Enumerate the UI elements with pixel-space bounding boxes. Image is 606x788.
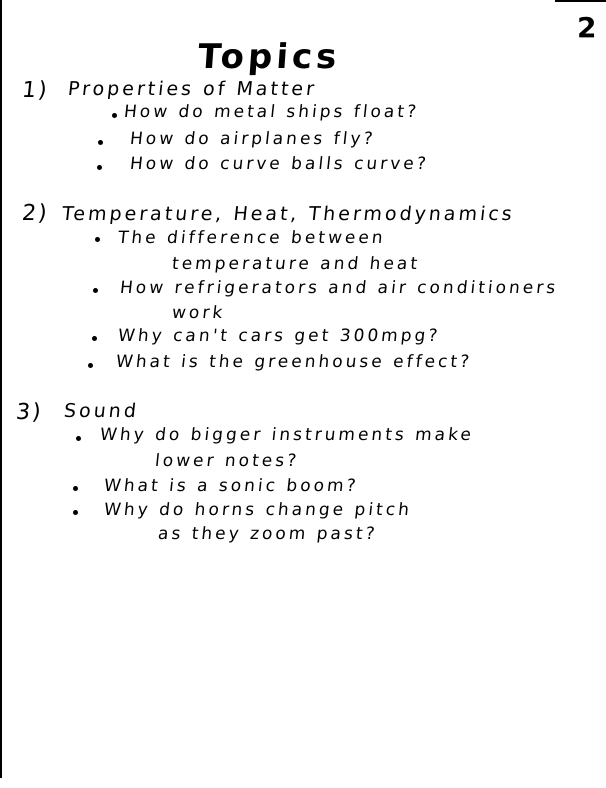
section-2-item-2-line-1: How refrigerators and air conditioners (119, 278, 560, 298)
section-2-item-3: Why can't cars get 300mpg? (117, 326, 442, 346)
page-title: Topics (196, 37, 342, 77)
bullet (97, 165, 102, 170)
bullet (112, 113, 117, 118)
bullet (95, 237, 100, 242)
section-1-item-2: How do airplanes fly? (129, 129, 377, 149)
section-1-heading: Properties of Matter (66, 78, 319, 100)
section-2-item-1-line-1: The difference between (117, 228, 387, 248)
section-3-item-1-line-1: Why do bigger instruments make (99, 425, 475, 445)
bullet (92, 336, 97, 341)
section-2-item-1-line-2: temperature and heat (171, 254, 422, 274)
section-3-number: 3) (14, 400, 44, 425)
section-3-item-2: What is a sonic boom? (103, 476, 360, 496)
page-left-edge (0, 0, 2, 778)
section-3-item-3-line-1: Why do horns change pitch (103, 500, 413, 520)
section-1-item-3: How do curve balls curve? (129, 154, 430, 174)
page-top-edge (555, 0, 606, 2)
section-2-heading: Temperature, Heat, Thermodynamics (60, 203, 516, 225)
bullet (76, 436, 81, 441)
bullet (88, 363, 93, 368)
bullet (73, 486, 78, 491)
section-3-item-3-line-2: as they zoom past? (157, 524, 379, 544)
section-1-number: 1) (20, 78, 50, 103)
bullet (73, 510, 78, 515)
section-2-number: 2) (20, 201, 50, 226)
section-3-item-1-line-2: lower notes? (154, 451, 301, 471)
section-2-item-2-line-2: work (171, 303, 227, 323)
bullet (98, 140, 103, 145)
section-3-heading: Sound (62, 400, 141, 422)
bullet (93, 288, 98, 293)
section-1-item-1: How do metal ships float? (123, 102, 421, 122)
section-2-item-4: What is the greenhouse effect? (115, 352, 474, 372)
page-number: 2 (577, 11, 597, 44)
